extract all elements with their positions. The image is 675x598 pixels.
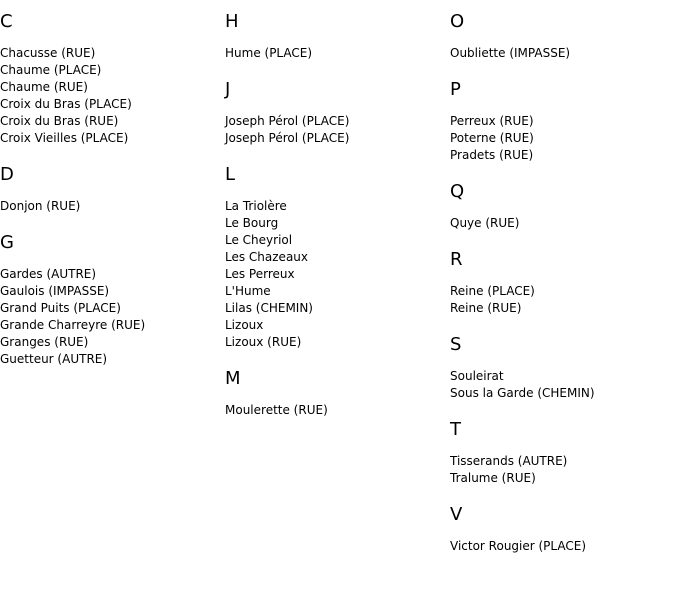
street-item: Pradets (RUE) <box>450 148 534 162</box>
letter-heading: S <box>450 334 462 355</box>
street-item: Quye (RUE) <box>450 216 520 230</box>
street-item: Souleirat <box>450 369 504 383</box>
street-item: Croix Vieilles (PLACE) <box>0 131 129 145</box>
letter-group <box>225 164 445 351</box>
street-list <box>450 538 670 555</box>
letter-heading: L <box>225 164 236 185</box>
letter-heading: D <box>0 164 14 185</box>
street-item: Poterne (RUE) <box>450 131 534 145</box>
street-item: Chaume (RUE) <box>0 80 88 94</box>
street-item: Grand Puits (PLACE) <box>0 301 121 315</box>
street-list <box>450 215 670 232</box>
letter-heading: J <box>225 79 231 100</box>
street-item: Oubliette (IMPASSE) <box>450 46 571 60</box>
letter-group <box>225 79 445 147</box>
letter-group <box>450 419 670 487</box>
letter-heading: R <box>450 249 463 270</box>
letter-group <box>450 334 670 402</box>
street-list <box>0 45 220 147</box>
street-item: Lilas (CHEMIN) <box>225 301 313 315</box>
street-item: Donjon (RUE) <box>0 199 81 213</box>
street-item: Victor Rougier (PLACE) <box>450 539 587 553</box>
street-item: Reine (PLACE) <box>450 284 535 298</box>
index-column-1 <box>0 11 220 385</box>
letter-heading: M <box>225 368 241 389</box>
street-list <box>450 113 670 164</box>
letter-group <box>450 249 670 317</box>
letter-group <box>225 11 445 62</box>
street-item: Tisserands (AUTRE) <box>450 454 568 468</box>
street-list <box>450 45 670 62</box>
street-item: Chacusse (RUE) <box>0 46 96 60</box>
street-item: Sous la Garde (CHEMIN) <box>450 386 595 400</box>
street-item: Croix du Bras (PLACE) <box>0 97 132 111</box>
street-item: Grande Charreyre (RUE) <box>0 318 146 332</box>
letter-group <box>450 504 670 555</box>
street-item: Chaume (PLACE) <box>0 63 102 77</box>
street-item: Granges (RUE) <box>0 335 89 349</box>
street-item: Les Perreux <box>225 267 295 281</box>
street-item: Perreux (RUE) <box>450 114 534 128</box>
index-column-3 <box>450 11 670 572</box>
street-item: Joseph Pérol (PLACE) <box>225 131 350 145</box>
letter-heading: V <box>450 504 463 525</box>
street-item: Lizoux (RUE) <box>225 335 302 349</box>
street-item: La Triolère <box>225 199 287 213</box>
letter-group <box>0 164 220 215</box>
street-item: L'Hume <box>225 284 271 298</box>
letter-heading: T <box>450 419 461 440</box>
letter-heading: G <box>0 232 14 253</box>
street-item: Gaulois (IMPASSE) <box>0 284 110 298</box>
street-list <box>225 198 445 351</box>
street-item: Le Bourg <box>225 216 279 230</box>
street-list <box>450 368 670 402</box>
street-item: Reine (RUE) <box>450 301 522 315</box>
street-item: Gardes (AUTRE) <box>0 267 97 281</box>
letter-heading: H <box>225 11 239 32</box>
letter-group <box>225 368 445 419</box>
street-item: Guetteur (AUTRE) <box>0 352 108 366</box>
street-item: Croix du Bras (RUE) <box>0 114 119 128</box>
letter-group <box>450 79 670 164</box>
street-item: Moulerette (RUE) <box>225 403 328 417</box>
street-item: Tralume (RUE) <box>450 471 536 485</box>
street-item: Lizoux <box>225 318 264 332</box>
street-list <box>225 45 445 62</box>
letter-group <box>450 181 670 232</box>
letter-group <box>0 232 220 368</box>
letter-heading: Q <box>450 181 465 202</box>
street-list <box>225 402 445 419</box>
street-list <box>0 266 220 368</box>
street-list <box>225 113 445 147</box>
letter-heading: C <box>0 11 13 32</box>
street-item: Les Chazeaux <box>225 250 309 264</box>
street-list <box>450 283 670 317</box>
street-item: Joseph Pérol (PLACE) <box>225 114 350 128</box>
street-list <box>450 453 670 487</box>
street-item: Hume (PLACE) <box>225 46 313 60</box>
letter-heading: O <box>450 11 465 32</box>
street-list <box>0 198 220 215</box>
letter-group <box>0 11 220 147</box>
letter-group <box>450 11 670 62</box>
street-item: Le Cheyriol <box>225 233 293 247</box>
index-column-2 <box>225 11 445 436</box>
letter-heading: P <box>450 79 461 100</box>
